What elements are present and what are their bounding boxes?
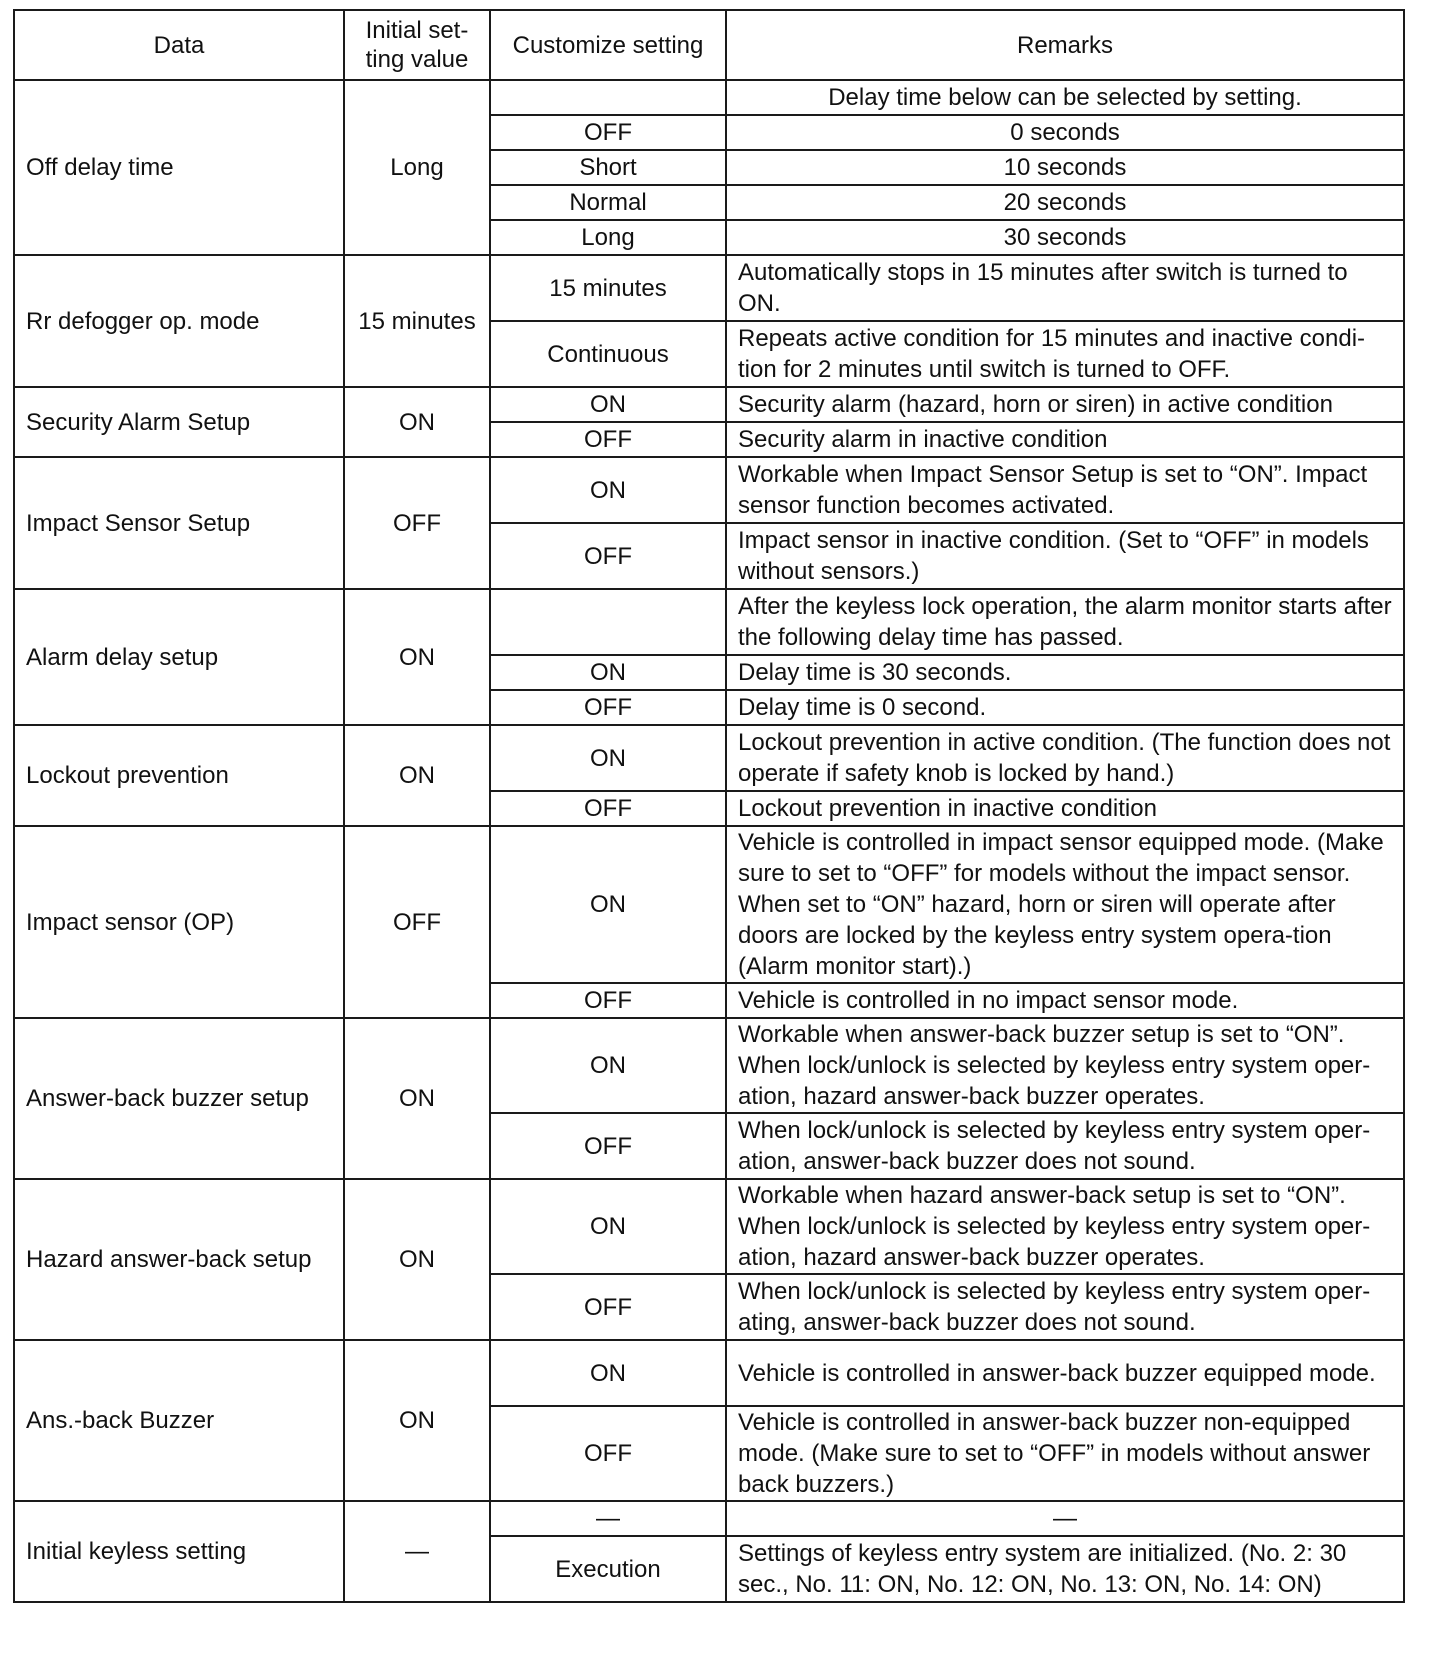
customize-cell [490, 80, 726, 115]
data-cell: Impact sensor (OP) [14, 826, 344, 1018]
remarks-cell: Workable when Impact Sensor Setup is set to “ON”. Impact sensor function becomes activated. [726, 457, 1404, 523]
customize-cell: OFF [490, 1406, 726, 1501]
header-initial-setting [344, 10, 490, 80]
customize-cell: ON [490, 1340, 726, 1406]
customize-cell: ON [490, 655, 726, 690]
data-cell: Answer-back buzzer setup [14, 1018, 344, 1179]
data-cell: Off delay time [14, 80, 344, 255]
remarks-cell: Workable when answer-back buzzer setup is set to “ON”. When lock/unlock is selected by keyless entry system oper-ation, hazard answer-back buzzer operates. [726, 1018, 1404, 1113]
remarks-cell: Repeats active condition for 15 minutes and inactive condi-tion for 2 minutes until switch is turned to OFF. [726, 321, 1404, 387]
table-row [14, 80, 1404, 115]
remarks-cell: Settings of keyless entry system are initialized. (No. 2: 30 sec., No. 11: ON, No. 12: ON, No. 13: ON, No. 14: ON) [726, 1536, 1404, 1602]
data-cell: Ans.-back Buzzer [14, 1340, 344, 1501]
customize-cell: ON [490, 387, 726, 422]
remarks-cell: When lock/unlock is selected by keyless entry system oper-ating, answer-back buzzer does not sound. [726, 1274, 1404, 1340]
remarks-cell: Security alarm in inactive condition [726, 422, 1404, 457]
table-row [14, 826, 1404, 983]
initial-value-cell: ON [344, 589, 490, 725]
customize-cell: ON [490, 725, 726, 791]
remarks-cell: Vehicle is controlled in no impact sensor mode. [726, 983, 1404, 1018]
customize-cell: OFF [490, 115, 726, 150]
data-cell: Hazard answer-back setup [14, 1179, 344, 1340]
customize-cell: ON [490, 826, 726, 983]
settings-table [13, 9, 1405, 1603]
initial-value-cell: ON [344, 725, 490, 826]
remarks-cell: 10 seconds [726, 150, 1404, 185]
customize-cell: Long [490, 220, 726, 255]
table-row [14, 255, 1404, 321]
customize-cell: Short [490, 150, 726, 185]
table-row [14, 589, 1404, 655]
initial-value-cell: ON [344, 387, 490, 457]
header-initial-line1: Initial set- [365, 17, 469, 44]
header-initial-line2: ting value [365, 46, 469, 73]
remarks-cell: Impact sensor in inactive condition. (Set to “OFF” in models without sensors.) [726, 523, 1404, 589]
data-cell: Rr defogger op. mode [14, 255, 344, 387]
data-cell: Security Alarm Setup [14, 387, 344, 457]
header-remarks: Remarks [726, 10, 1404, 80]
customize-cell: Continuous [490, 321, 726, 387]
table-row [14, 725, 1404, 791]
remarks-cell: Delay time is 0 second. [726, 690, 1404, 725]
data-cell: Initial keyless setting [14, 1501, 344, 1602]
header-data: Data [14, 10, 344, 80]
remarks-cell: Vehicle is controlled in answer-back buzzer non-equipped mode. (Make sure to set to “OFF” in models without answer back buzzers.) [726, 1406, 1404, 1501]
initial-value-cell: ON [344, 1018, 490, 1179]
remarks-cell: 20 seconds [726, 185, 1404, 220]
customize-cell: — [490, 1501, 726, 1536]
remarks-cell: — [726, 1501, 1404, 1536]
table-row [14, 1501, 1404, 1536]
remarks-cell: When lock/unlock is selected by keyless entry system oper-ation, answer-back buzzer does not sound. [726, 1113, 1404, 1179]
customize-cell: ON [490, 1018, 726, 1113]
remarks-cell: Delay time below can be selected by setting. [726, 80, 1404, 115]
remarks-cell: After the keyless lock operation, the alarm monitor starts after the following delay time has passed. [726, 589, 1404, 655]
table-row [14, 1340, 1404, 1406]
table-row [14, 387, 1404, 422]
remarks-cell: Workable when hazard answer-back setup is set to “ON”. When lock/unlock is selected by keyless entry system oper-ation, hazard answer-back buzzer operates. [726, 1179, 1404, 1274]
customize-cell: 15 minutes [490, 255, 726, 321]
remarks-cell: 30 seconds [726, 220, 1404, 255]
customize-cell: OFF [490, 1113, 726, 1179]
table-row [14, 1179, 1404, 1274]
customize-cell: OFF [490, 791, 726, 826]
customize-cell: OFF [490, 523, 726, 589]
customize-cell: Normal [490, 185, 726, 220]
initial-value-cell: OFF [344, 826, 490, 1018]
remarks-cell: Automatically stops in 15 minutes after switch is turned to ON. [726, 255, 1404, 321]
initial-value-cell: Long [344, 80, 490, 255]
remarks-cell: Delay time is 30 seconds. [726, 655, 1404, 690]
table-row [14, 1018, 1404, 1113]
customize-cell: OFF [490, 983, 726, 1018]
initial-value-cell: — [344, 1501, 490, 1602]
customize-cell: ON [490, 1179, 726, 1274]
customize-cell [490, 589, 726, 655]
remarks-cell: Lockout prevention in inactive condition [726, 791, 1404, 826]
header-row [14, 10, 1404, 80]
customize-cell: OFF [490, 422, 726, 457]
remarks-cell: Vehicle is controlled in answer-back buzzer equipped mode. [726, 1340, 1404, 1406]
data-cell: Alarm delay setup [14, 589, 344, 725]
data-cell: Impact Sensor Setup [14, 457, 344, 589]
initial-value-cell: OFF [344, 457, 490, 589]
data-cell: Lockout prevention [14, 725, 344, 826]
remarks-cell: Vehicle is controlled in impact sensor equipped mode. (Make sure to set to “OFF” for models without the impact sensor. When set to “ON” hazard, horn or siren will operate after doors are locked by the keyless entry system opera-tion (Alarm monitor start).) [726, 826, 1404, 983]
initial-value-cell: ON [344, 1340, 490, 1501]
customize-cell: ON [490, 457, 726, 523]
customize-cell: Execution [490, 1536, 726, 1602]
customize-cell: OFF [490, 690, 726, 725]
remarks-cell: Security alarm (hazard, horn or siren) in active condition [726, 387, 1404, 422]
remarks-cell: Lockout prevention in active condition. (The function does not operate if safety knob is locked by hand.) [726, 725, 1404, 791]
header-customize-setting: Customize setting [490, 10, 726, 80]
remarks-cell: 0 seconds [726, 115, 1404, 150]
initial-value-cell: 15 minutes [344, 255, 490, 387]
table-row [14, 457, 1404, 523]
customize-cell: OFF [490, 1274, 726, 1340]
initial-value-cell: ON [344, 1179, 490, 1340]
